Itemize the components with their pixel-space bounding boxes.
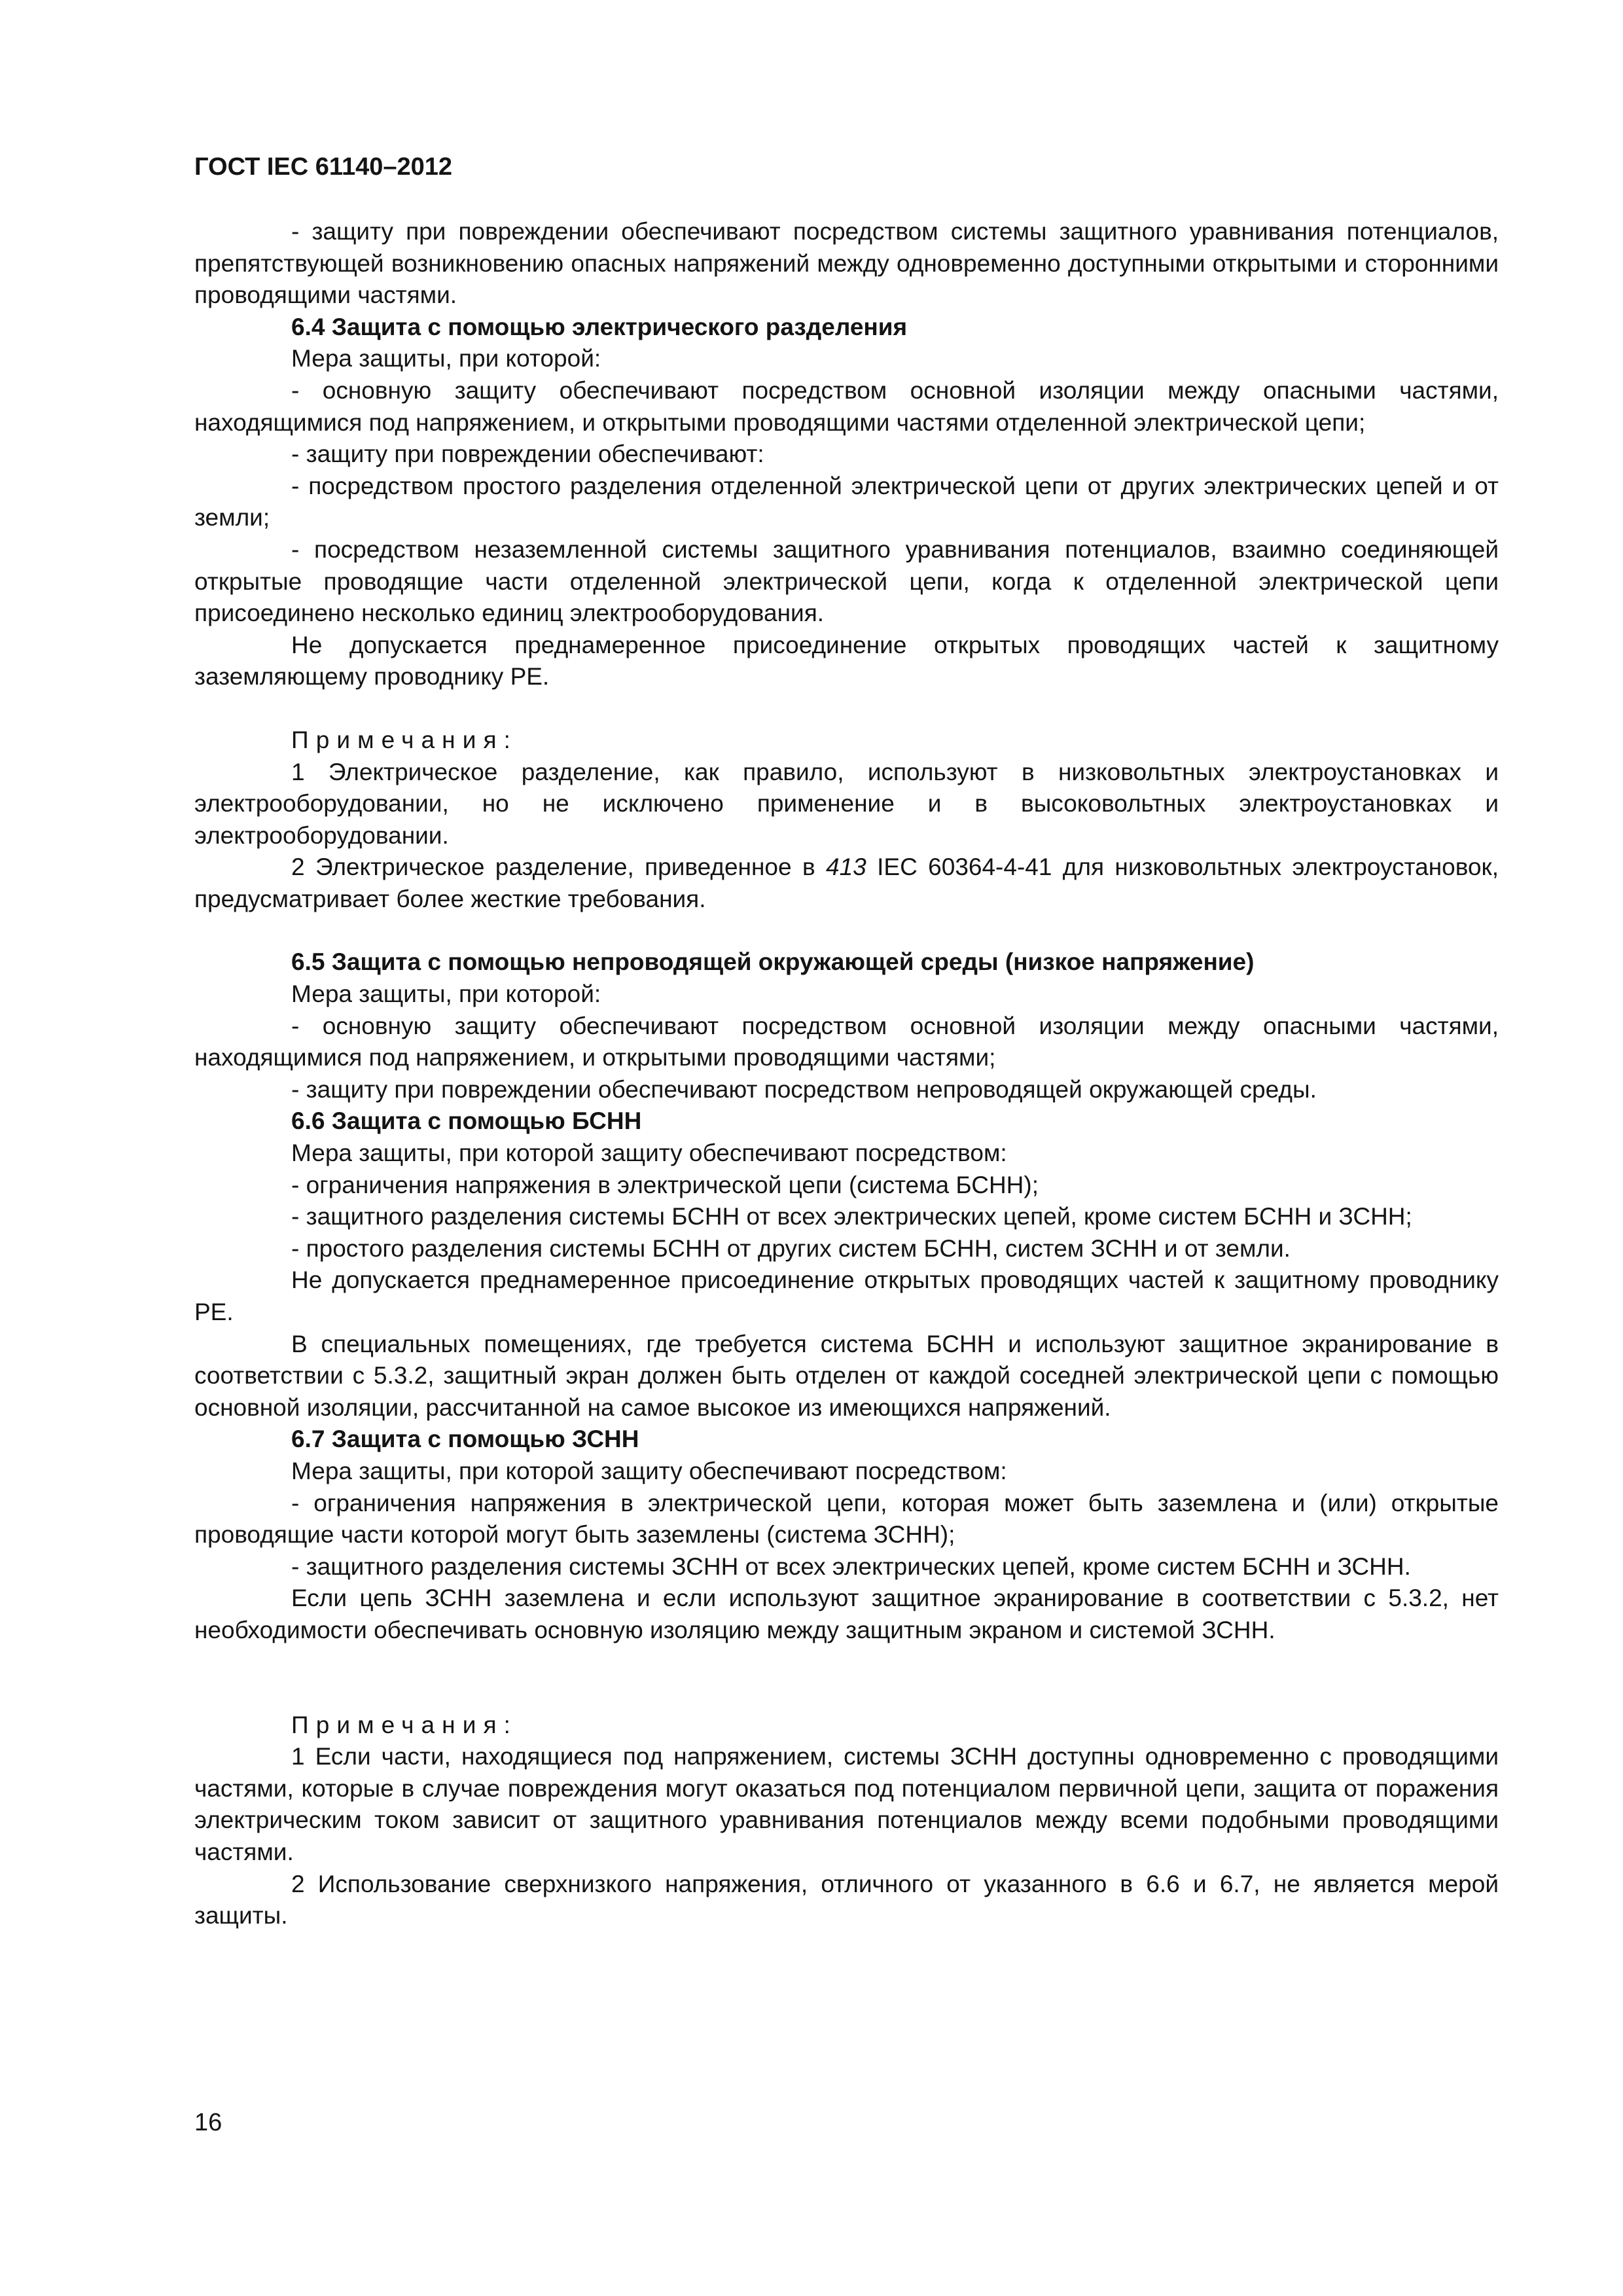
- paragraph: Мера защиты, при которой:: [291, 345, 601, 372]
- paragraph: - ограничения напряжения в электрической цепи (система БСНН);: [291, 1171, 1039, 1198]
- paragraph: - защиту при повреждении обеспечивают посредством непроводящей окружающей среды.: [291, 1075, 1317, 1103]
- document-code-header: ГОСТ IEC 61140–2012: [194, 153, 453, 181]
- section-heading-6-6: 6.6 Защита с помощью БСНН: [291, 1107, 642, 1135]
- paragraph: Не допускается преднамеренное присоединение открытых проводящих частей к защитному проводнику PE.: [194, 1266, 1499, 1325]
- paragraph: - защиту при повреждении обеспечивают:: [291, 440, 764, 468]
- note-item: 2 Использование сверхнизкого напряжения, отличного от указанного в 6.6 и 6.7, не является мерой защиты.: [194, 1870, 1499, 1929]
- paragraph: Если цепь ЗСНН заземлена и если используют защитное экранирование в соответствии с 5.3.2, нет необходимости обеспечивать основную изоляцию между защитным экраном и системой ЗСНН.: [194, 1585, 1499, 1643]
- paragraph: - основную защиту обеспечивают посредством основной изоляции между опасными частями, находящимися под напряжением, и открытыми проводящими частями;: [194, 1012, 1499, 1071]
- section-heading-6-4: 6.4 Защита с помощью электрического разделения: [291, 313, 908, 340]
- notes-heading: Примечания:: [291, 1711, 518, 1738]
- section-heading-6-7: 6.7 Защита с помощью ЗСНН: [291, 1426, 639, 1453]
- paragraph: Не допускается преднамеренное присоединение открытых проводящих частей к защитному заземляющему проводнику PE.: [194, 631, 1499, 691]
- paragraph: - простого разделения системы БСНН от других систем БСНН, систем ЗСНН и от земли.: [291, 1234, 1291, 1262]
- note-item: 1 Если части, находящиеся под напряжением, системы ЗСНН доступны одновременно с проводящими частями, которые в случае повреждения могут оказаться под потенциалом первичной цепи, защита от поражения электрическим током зависит от защитного уравнивания потенциалов между всеми подобными проводящими частями.: [194, 1743, 1499, 1865]
- paragraph: Мера защиты, при которой:: [291, 980, 601, 1008]
- paragraph: - защитного разделения системы БСНН от всех электрических цепей, кроме систем БСНН и ЗСНН;: [291, 1203, 1412, 1230]
- note-text: 2 Электрическое разделение, приведенное в: [291, 853, 826, 881]
- paragraph: Мера защиты, при которой защиту обеспечивают посредством:: [291, 1457, 1007, 1484]
- note-reference: 413: [826, 853, 866, 881]
- page-body: [194, 216, 1499, 1932]
- paragraph: - защитного разделения системы ЗСНН от всех электрических цепей, кроме систем БСНН и ЗСНН.: [291, 1552, 1411, 1580]
- notes-heading: Примечания:: [291, 726, 518, 753]
- paragraph: - основную защиту обеспечивают посредством основной изоляции между опасными частями, находящимися под напряжением, и открытыми проводящими частями отделенной электрической цепи;: [194, 376, 1499, 436]
- note-item: 1 Электрическое разделение, как правило, используют в низковольтных электроустановках и электрооборудовании, но не исключено применение и в высоковольтных электроустановках и электрооборудовании.: [194, 758, 1499, 849]
- paragraph: В специальных помещениях, где требуется система БСНН и используют защитное экранирование в соответствии с 5.3.2, защитный экран должен быть отделен от каждой соседней электрической цепи с помощью основной изоляции, рассчитанной на самое высокое из имеющихся напряжений.: [194, 1330, 1499, 1421]
- note-item: [194, 852, 1499, 915]
- paragraph: Мера защиты, при которой защиту обеспечивают посредством:: [291, 1139, 1007, 1167]
- paragraph: - защиту при повреждении обеспечивают посредством системы защитного уравнивания потенциалов, препятствующей возникновению опасных напряжений между одновременно доступными открытыми и сторонними проводящими частями.: [194, 218, 1499, 309]
- paragraph: - посредством незаземленной системы защитного уравнивания потенциалов, взаимно соединяющей открытые проводящие части отделенной электрической цепи, когда к отделенной электрической цепи присоединено несколько единиц электрооборудования.: [194, 535, 1499, 627]
- paragraph: - посредством простого разделения отделенной электрической цепи от других электрических цепей и от земли;: [194, 472, 1499, 531]
- page-number: 16: [194, 2109, 223, 2136]
- paragraph: - ограничения напряжения в электрической цепи, которая может быть заземлена и (или) открытые проводящие части которой могут быть заземлены (система ЗСНН);: [194, 1489, 1499, 1549]
- note-text: IEC 60364-4-41 для низковольтных электроустановок, предусматривает более жесткие требования.: [194, 853, 1499, 912]
- section-heading-6-5: 6.5 Защита с помощью непроводящей окружающей среды (низкое напряжение): [291, 948, 1255, 976]
